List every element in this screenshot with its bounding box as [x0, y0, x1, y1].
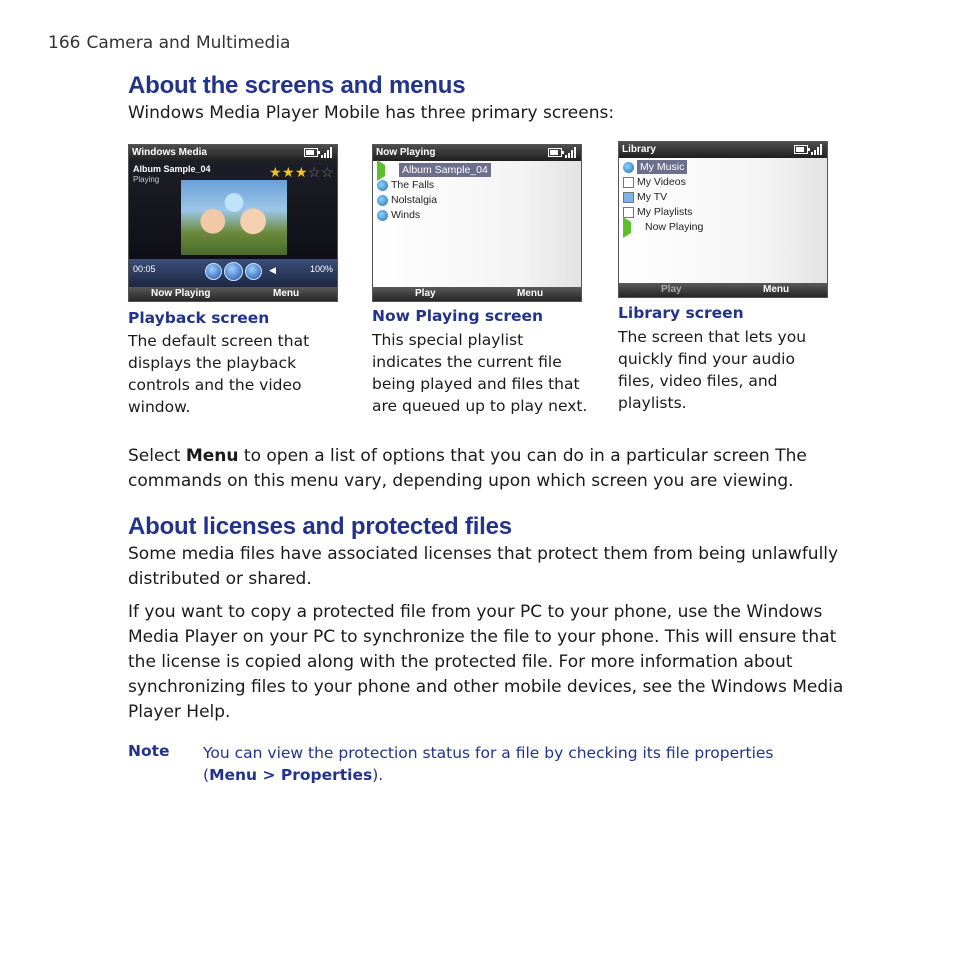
- title-bar-text: Library: [622, 144, 656, 155]
- section-name: Camera and Multimedia: [86, 33, 291, 53]
- previous-icon[interactable]: [205, 263, 222, 280]
- tv-icon: [623, 192, 634, 203]
- caption-title-now-playing: Now Playing screen: [372, 307, 544, 325]
- menu-term: Menu: [185, 446, 239, 466]
- play-icon: [623, 217, 642, 238]
- library-list: [619, 158, 827, 283]
- caption-text-library: The screen that lets you quickly find your audio files, video files, and playlists.: [618, 328, 807, 412]
- music-note-icon: [377, 210, 388, 221]
- elapsed-time: 00:05: [133, 264, 156, 274]
- list-item[interactable]: The Falls: [377, 178, 434, 192]
- soft-key-right[interactable]: Menu: [273, 288, 300, 299]
- battery-icon: [794, 145, 808, 154]
- signal-icon: [321, 147, 333, 158]
- signal-icon: [811, 144, 823, 155]
- heading-licenses: About licenses and protected files: [128, 513, 512, 540]
- list-item[interactable]: Nolstalgia: [377, 193, 437, 207]
- playback-screenshot: [128, 144, 338, 302]
- page-number: 166: [48, 33, 81, 53]
- star-filled-icon[interactable]: ★: [269, 164, 282, 180]
- licenses-paragraph-1: Some media files have associated licenses that protect them from being unlawfully distributed or shared.: [128, 544, 839, 589]
- volume-level: 100%: [309, 264, 333, 274]
- play-state: Playing: [133, 175, 160, 184]
- album-name: Album Sample_04: [133, 164, 211, 174]
- list-item[interactable]: My Videos: [623, 175, 686, 189]
- star-filled-icon[interactable]: ★: [282, 164, 295, 180]
- title-bar: [373, 145, 581, 161]
- star-empty-icon[interactable]: ☆: [321, 164, 334, 180]
- soft-key-left[interactable]: Now Playing: [151, 288, 211, 299]
- note-label: Note: [128, 742, 170, 760]
- battery-icon: [548, 148, 562, 157]
- soft-key-left[interactable]: Play: [661, 284, 682, 295]
- list-item[interactable]: Album Sample_04: [377, 163, 491, 177]
- soft-key-left[interactable]: Play: [415, 288, 436, 299]
- library-screenshot: [618, 141, 828, 298]
- soft-key-bar: [373, 287, 581, 301]
- list-item[interactable]: My Music: [623, 160, 687, 174]
- caption-text-playback: The default screen that displays the playback controls and the video window.: [128, 332, 310, 416]
- pause-icon[interactable]: [224, 262, 243, 281]
- now-playing-list: [373, 161, 581, 287]
- intro-text: Windows Media Player Mobile has three primary screens:: [128, 103, 615, 123]
- page-header: [48, 33, 290, 53]
- signal-icon: [565, 147, 577, 158]
- title-bar-text: Now Playing: [376, 147, 436, 158]
- select-menu-paragraph: Select Menu to open a list of options that you can do in a particular screen The commands on this menu vary, depending upon which screen you are viewing.: [128, 446, 807, 491]
- star-filled-icon[interactable]: ★: [295, 164, 308, 180]
- title-bar: [129, 145, 337, 161]
- controls-bar: [129, 259, 337, 287]
- licenses-paragraph-2: If you want to copy a protected file from your PC to your phone, use the Windows Media Player on your PC to synchronize the file to your phone. This will ensure that the license is copied along with the protected file. For more information about synchronizing files to your phone and other mobile devices, see the Windows Media Player Help.: [128, 602, 844, 722]
- now-playing-screenshot: [372, 144, 582, 302]
- soft-key-right[interactable]: Menu: [763, 284, 790, 295]
- list-item[interactable]: My TV: [623, 190, 667, 204]
- note-text: You can view the protection status for a file by checking its file properties (Menu > Properties).: [203, 744, 774, 784]
- next-icon[interactable]: [245, 263, 262, 280]
- video-window: [181, 180, 287, 255]
- menu-properties-term: Menu > Properties: [209, 766, 373, 784]
- music-note-icon: [377, 195, 388, 206]
- list-item[interactable]: Now Playing: [623, 220, 703, 234]
- title-bar: [619, 142, 827, 158]
- caption-title-library: Library screen: [618, 304, 744, 322]
- title-bar-text: Windows Media: [132, 147, 207, 158]
- music-icon: [623, 162, 634, 173]
- speaker-icon[interactable]: ◀: [269, 265, 276, 275]
- soft-key-bar: [129, 287, 337, 301]
- heading-screens-menus: About the screens and menus: [128, 72, 466, 99]
- list-item[interactable]: Winds: [377, 208, 420, 222]
- soft-key-right[interactable]: Menu: [517, 288, 544, 299]
- list-item[interactable]: My Playlists: [623, 205, 692, 219]
- soft-key-bar: [619, 283, 827, 297]
- star-empty-icon[interactable]: ☆: [308, 164, 321, 180]
- battery-icon: [304, 148, 318, 157]
- music-note-icon: [377, 180, 388, 191]
- caption-text-now-playing: This special playlist indicates the current file being played and files that are queued up to play next.: [372, 331, 588, 415]
- video-icon: [623, 177, 634, 188]
- caption-title-playback: Playback screen: [128, 309, 270, 327]
